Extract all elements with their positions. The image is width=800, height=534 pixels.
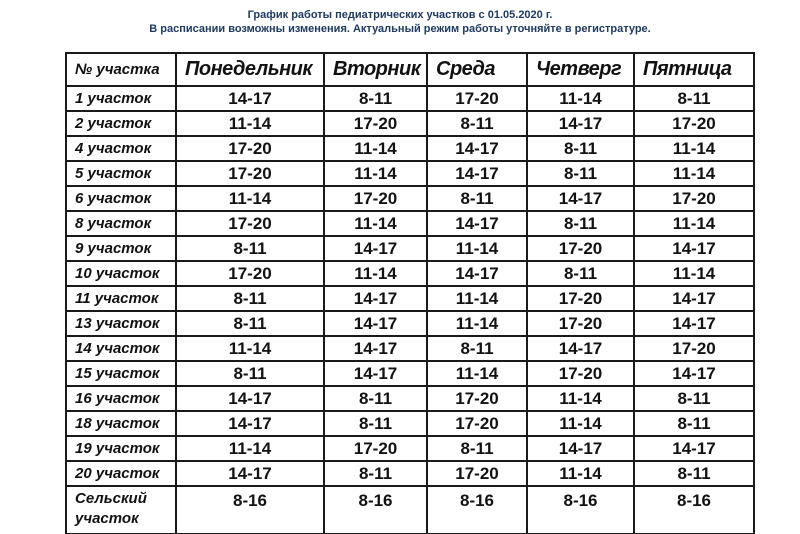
row-label-district: 5 участок xyxy=(66,161,176,186)
schedule-hours-cell: 17-20 xyxy=(324,111,427,136)
schedule-hours-cell: 14-17 xyxy=(176,461,324,486)
table-row xyxy=(66,161,754,186)
schedule-hours-cell: 8-11 xyxy=(527,211,634,236)
page-title xyxy=(0,8,800,36)
row-label-district: 13 участок xyxy=(66,311,176,336)
table-row xyxy=(66,136,754,161)
schedule-hours-cell: 8-11 xyxy=(176,361,324,386)
row-label-district: 18 участок xyxy=(66,411,176,436)
schedule-hours-cell: 17-20 xyxy=(527,286,634,311)
schedule-hours-cell: 14-17 xyxy=(324,236,427,261)
row-label-district: 9 участок xyxy=(66,236,176,261)
table-row xyxy=(66,486,754,534)
row-label-district: 8 участок xyxy=(66,211,176,236)
table-row xyxy=(66,336,754,361)
schedule-hours-cell: 8-11 xyxy=(427,336,527,361)
column-header-day: Понедельник xyxy=(176,53,324,86)
schedule-hours-cell: 14-17 xyxy=(176,86,324,111)
schedule-hours-cell: 8-11 xyxy=(427,111,527,136)
schedule-hours-cell: 11-14 xyxy=(324,136,427,161)
schedule-hours-cell: 11-14 xyxy=(634,211,754,236)
schedule-hours-cell: 11-14 xyxy=(176,186,324,211)
schedule-hours-cell: 8-11 xyxy=(176,236,324,261)
schedule-hours-cell: 8-11 xyxy=(527,136,634,161)
schedule-hours-cell: 8-11 xyxy=(427,186,527,211)
table-row xyxy=(66,286,754,311)
schedule-hours-cell: 8-11 xyxy=(324,411,427,436)
schedule-hours-cell: 17-20 xyxy=(527,361,634,386)
schedule-hours-cell: 8-11 xyxy=(324,86,427,111)
table-row xyxy=(66,86,754,111)
row-label-district: 6 участок xyxy=(66,186,176,211)
row-label-district: 1 участок xyxy=(66,86,176,111)
schedule-hours-cell: 8-11 xyxy=(527,161,634,186)
schedule-hours-cell: 8-11 xyxy=(634,411,754,436)
schedule-hours-cell: 8-16 xyxy=(634,486,754,534)
row-label-district: 20 участок xyxy=(66,461,176,486)
row-label-district: 19 участок xyxy=(66,436,176,461)
schedule-hours-cell: 11-14 xyxy=(634,261,754,286)
schedule-hours-cell: 14-17 xyxy=(527,186,634,211)
schedule-hours-cell: 11-14 xyxy=(324,261,427,286)
column-header-day: Вторник xyxy=(324,53,427,86)
schedule-hours-cell: 11-14 xyxy=(427,361,527,386)
schedule-hours-cell: 14-17 xyxy=(427,261,527,286)
table-row xyxy=(66,111,754,136)
schedule-hours-cell: 14-17 xyxy=(324,336,427,361)
schedule-hours-cell: 17-20 xyxy=(427,386,527,411)
schedule-hours-cell: 14-17 xyxy=(527,111,634,136)
column-header-day: Среда xyxy=(427,53,527,86)
schedule-hours-cell: 14-17 xyxy=(176,411,324,436)
table-row xyxy=(66,461,754,486)
title-line1: График работы педиатрических участков с 01.05.2020 г. xyxy=(247,9,553,21)
table-row xyxy=(66,386,754,411)
table-header-row xyxy=(66,53,754,86)
schedule-hours-cell: 17-20 xyxy=(176,211,324,236)
schedule-hours-cell: 11-14 xyxy=(527,386,634,411)
schedule-hours-cell: 17-20 xyxy=(427,86,527,111)
schedule-hours-cell: 17-20 xyxy=(527,311,634,336)
row-label-district: 10 участок xyxy=(66,261,176,286)
schedule-hours-cell: 11-14 xyxy=(427,236,527,261)
schedule-hours-cell: 11-14 xyxy=(176,436,324,461)
table-row xyxy=(66,186,754,211)
row-label-district: 14 участок xyxy=(66,336,176,361)
row-label-district: 4 участок xyxy=(66,136,176,161)
schedule-hours-cell: 14-17 xyxy=(634,311,754,336)
schedule-hours-cell: 8-11 xyxy=(634,386,754,411)
schedule-hours-cell: 17-20 xyxy=(176,136,324,161)
schedule-hours-cell: 14-17 xyxy=(634,361,754,386)
schedule-hours-cell: 14-17 xyxy=(427,211,527,236)
schedule-hours-cell: 14-17 xyxy=(427,136,527,161)
schedule-hours-cell: 17-20 xyxy=(634,186,754,211)
schedule-hours-cell: 14-17 xyxy=(527,336,634,361)
schedule-hours-cell: 8-16 xyxy=(324,486,427,534)
table-row xyxy=(66,436,754,461)
schedule-hours-cell: 17-20 xyxy=(176,161,324,186)
table-row xyxy=(66,411,754,436)
row-label-district: 15 участок xyxy=(66,361,176,386)
schedule-hours-cell: 11-14 xyxy=(324,161,427,186)
row-label-district: Сельский участок xyxy=(66,486,176,534)
schedule-hours-cell: 8-11 xyxy=(427,436,527,461)
table-row xyxy=(66,236,754,261)
schedule-hours-cell: 8-11 xyxy=(176,311,324,336)
schedule-hours-cell: 17-20 xyxy=(527,236,634,261)
schedule-hours-cell: 14-17 xyxy=(176,386,324,411)
schedule-hours-cell: 8-11 xyxy=(324,386,427,411)
schedule-hours-cell: 14-17 xyxy=(634,236,754,261)
schedule-hours-cell: 14-17 xyxy=(634,436,754,461)
schedule-hours-cell: 8-11 xyxy=(527,261,634,286)
table-row xyxy=(66,361,754,386)
schedule-hours-cell: 17-20 xyxy=(176,261,324,286)
row-label-district: 2 участок xyxy=(66,111,176,136)
schedule-hours-cell: 8-16 xyxy=(527,486,634,534)
schedule-hours-cell: 14-17 xyxy=(527,436,634,461)
schedule-hours-cell: 11-14 xyxy=(527,411,634,436)
schedule-hours-cell: 11-14 xyxy=(634,161,754,186)
schedule-hours-cell: 14-17 xyxy=(324,361,427,386)
row-label-district: 11 участок xyxy=(66,286,176,311)
schedule-hours-cell: 11-14 xyxy=(527,86,634,111)
schedule-hours-cell: 8-16 xyxy=(427,486,527,534)
schedule-hours-cell: 14-17 xyxy=(634,286,754,311)
schedule-table xyxy=(65,52,755,534)
schedule-hours-cell: 8-16 xyxy=(176,486,324,534)
schedule-hours-cell: 17-20 xyxy=(634,111,754,136)
schedule-hours-cell: 14-17 xyxy=(427,161,527,186)
schedule-hours-cell: 8-11 xyxy=(324,461,427,486)
schedule-hours-cell: 14-17 xyxy=(324,286,427,311)
schedule-hours-cell: 8-11 xyxy=(176,286,324,311)
column-header-day: Четверг xyxy=(527,53,634,86)
schedule-hours-cell: 17-20 xyxy=(634,336,754,361)
schedule-hours-cell: 11-14 xyxy=(427,286,527,311)
schedule-hours-cell: 17-20 xyxy=(427,461,527,486)
row-label-district: 16 участок xyxy=(66,386,176,411)
schedule-hours-cell: 17-20 xyxy=(427,411,527,436)
title-line2: В расписании возможны изменения. Актуальный режим работы уточняйте в регистратуре. xyxy=(149,23,651,35)
schedule-hours-cell: 14-17 xyxy=(324,311,427,336)
table-row xyxy=(66,211,754,236)
column-header-district-number: № участка xyxy=(66,53,176,86)
schedule-hours-cell: 8-11 xyxy=(634,461,754,486)
schedule-hours-cell: 11-14 xyxy=(427,311,527,336)
schedule-hours-cell: 11-14 xyxy=(176,336,324,361)
table-row xyxy=(66,261,754,286)
schedule-hours-cell: 11-14 xyxy=(634,136,754,161)
table-row xyxy=(66,311,754,336)
schedule-hours-cell: 17-20 xyxy=(324,436,427,461)
schedule-hours-cell: 17-20 xyxy=(324,186,427,211)
schedule-hours-cell: 11-14 xyxy=(324,211,427,236)
schedule-hours-cell: 11-14 xyxy=(176,111,324,136)
schedule-hours-cell: 11-14 xyxy=(527,461,634,486)
column-header-day: Пятница xyxy=(634,53,754,86)
schedule-hours-cell: 8-11 xyxy=(634,86,754,111)
